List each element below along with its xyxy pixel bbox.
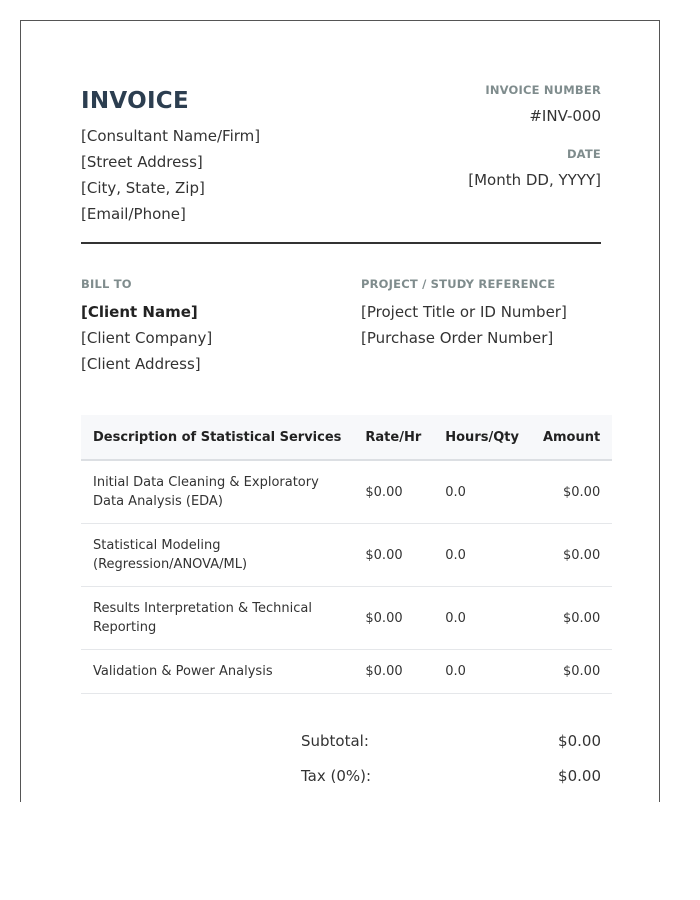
invoice-number-value: #INV-000: [529, 107, 601, 125]
subtotal-label: Subtotal:: [301, 732, 369, 750]
row-rate: $0.00: [353, 524, 433, 587]
subtotal-row: [301, 728, 601, 763]
row-rate: $0.00: [353, 650, 433, 694]
row-description: Initial Data Cleaning & Exploratory Data Analysis (EDA): [81, 460, 353, 524]
invoice-date-label: DATE: [566, 147, 601, 161]
invoice-title: INVOICE: [81, 88, 190, 114]
row-description: Validation & Power Analysis: [81, 650, 353, 694]
header-divider: [81, 242, 601, 244]
row-amount: $0.00: [531, 460, 612, 524]
invoice-meta: [468, 83, 601, 189]
project-reference-label: PROJECT / STUDY REFERENCE: [361, 277, 556, 291]
consultant-contact: [Email/Phone]: [81, 205, 186, 223]
client-name: [Client Name]: [81, 303, 198, 321]
consultant-street: [Street Address]: [81, 153, 203, 171]
invoice-page: [20, 20, 660, 802]
consultant-name: [Consultant Name/Firm]: [81, 127, 261, 145]
row-description: Results Interpretation & Technical Reporting: [81, 587, 353, 650]
table-row: [81, 650, 612, 694]
row-amount: $0.00: [531, 587, 612, 650]
row-qty: 0.0: [433, 524, 531, 587]
project-title: [Project Title or ID Number]: [361, 303, 567, 321]
table-row: [81, 460, 612, 524]
consultant-city: [City, State, Zip]: [81, 179, 205, 197]
purchase-order: [Purchase Order Number]: [361, 329, 554, 347]
row-rate: $0.00: [353, 587, 433, 650]
bill-to-label: BILL TO: [81, 277, 132, 291]
row-rate: $0.00: [353, 460, 433, 524]
bill-to-section: [81, 277, 341, 377]
tax-label: Tax (0%):: [301, 767, 372, 785]
row-amount: $0.00: [531, 650, 612, 694]
row-amount: $0.00: [531, 524, 612, 587]
project-reference-section: [361, 277, 601, 351]
header-amount: Amount: [531, 415, 612, 460]
totals-section: [301, 728, 601, 798]
client-company: [Client Company]: [81, 329, 213, 347]
header-qty: Hours/Qty: [433, 415, 531, 460]
table-row: [81, 587, 612, 650]
services-table: [81, 415, 612, 694]
subtotal-value: $0.00: [558, 732, 601, 750]
invoice-number-label: INVOICE NUMBER: [485, 83, 601, 97]
table-row: [81, 524, 612, 587]
row-qty: 0.0: [433, 650, 531, 694]
table-header-row: [81, 415, 612, 460]
tax-value: $0.00: [558, 767, 601, 785]
row-description: Statistical Modeling (Regression/ANOVA/ML): [81, 524, 353, 587]
row-qty: 0.0: [433, 587, 531, 650]
tax-row: [301, 763, 601, 798]
header-description: Description of Statistical Services: [81, 415, 353, 460]
client-address: [Client Address]: [81, 355, 201, 373]
invoice-date-value: [Month DD, YYYY]: [468, 171, 601, 189]
consultant-info: [81, 123, 260, 227]
row-qty: 0.0: [433, 460, 531, 524]
header-rate: Rate/Hr: [353, 415, 433, 460]
